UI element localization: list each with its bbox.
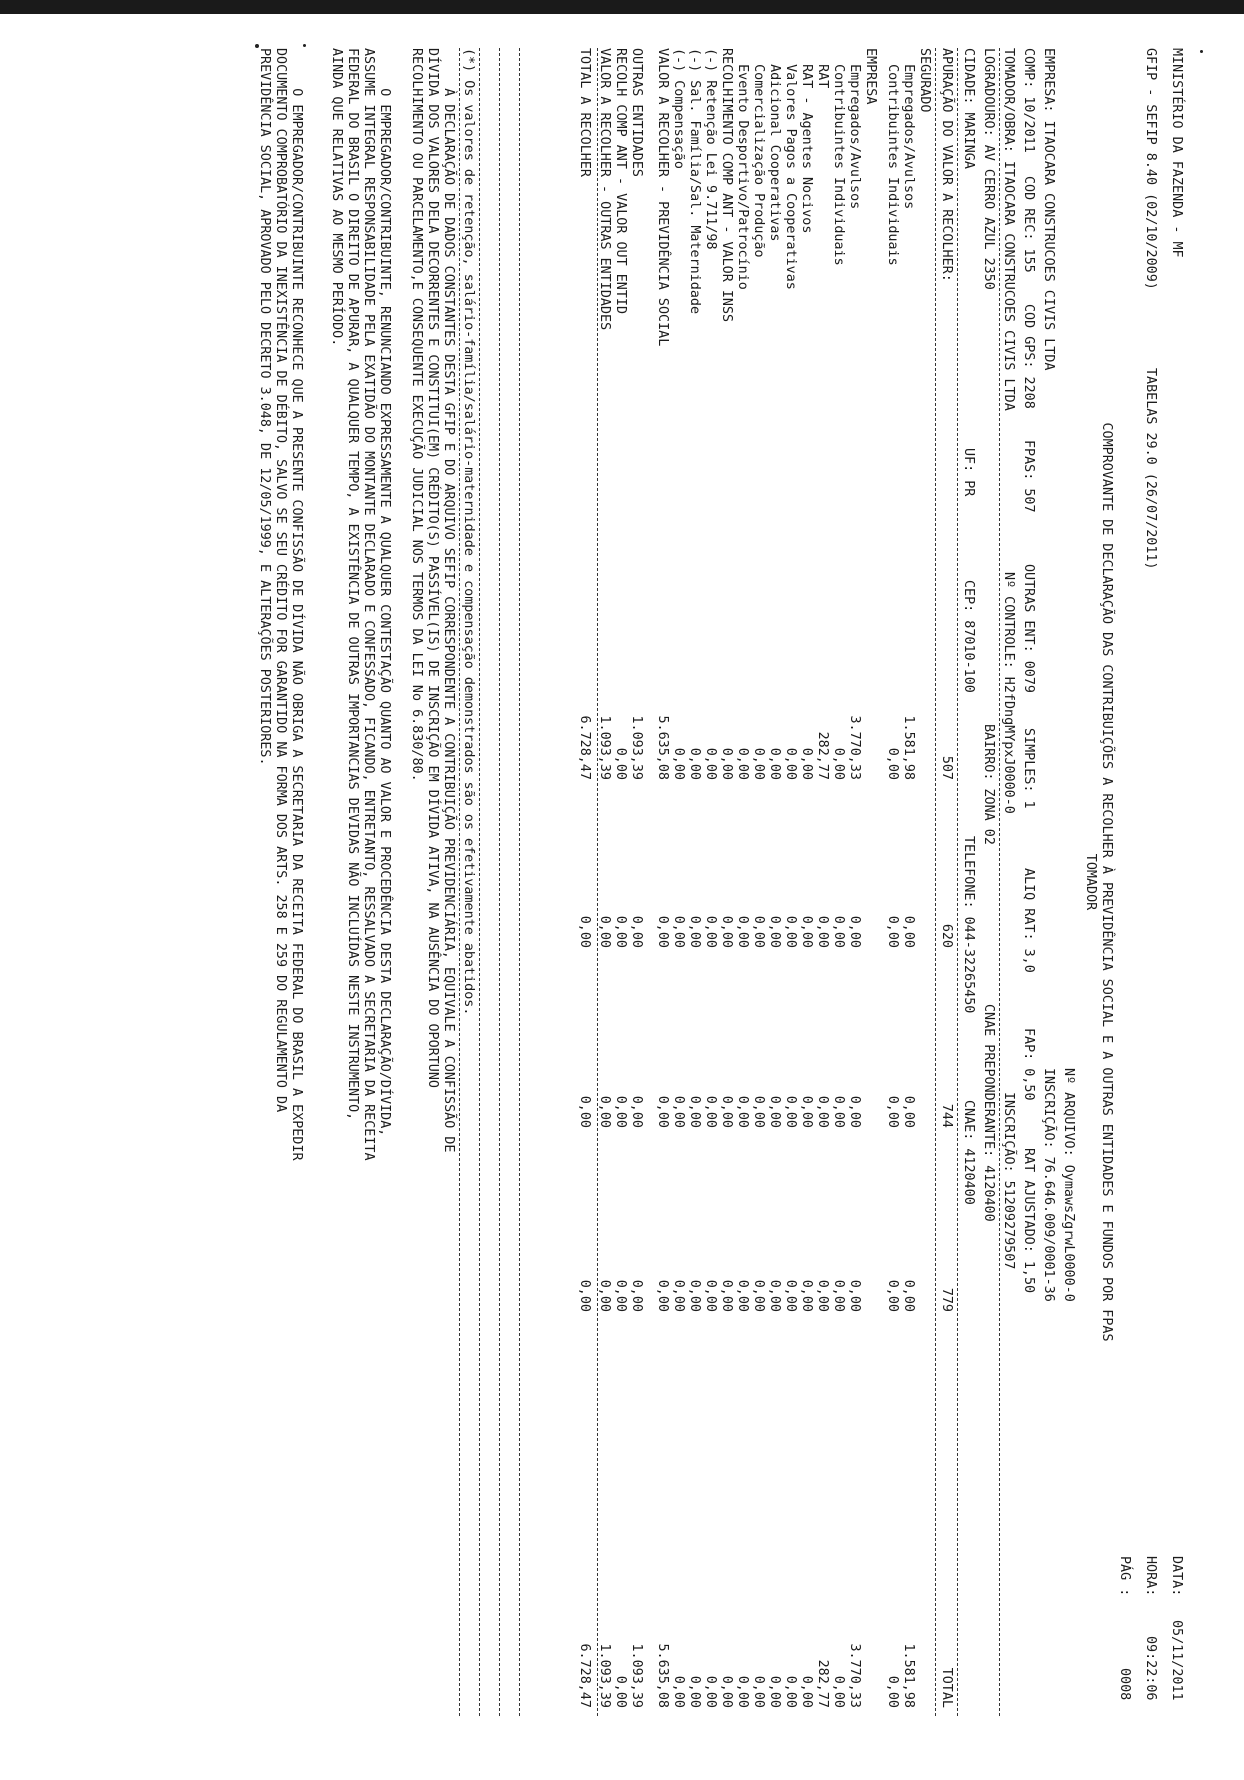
table-cell: 0,00	[577, 915, 592, 948]
table-cell: 0,00	[783, 747, 798, 780]
empresa: EMPRESA: ITAOCARA CONSTRUCOES CIVIS LTDA	[1041, 48, 1056, 371]
table-cell: 0,00	[799, 747, 814, 780]
table-cell: 0,00	[629, 1279, 644, 1312]
table-row-label: TOTAL A RECOLHER	[577, 48, 592, 177]
table-cell: 6.728,47	[577, 715, 592, 780]
table-cell: 0,00	[815, 915, 830, 948]
col-header-620: 620	[939, 923, 954, 948]
table-cell: 0,00	[671, 1675, 686, 1708]
table-cell: 1.581,98	[901, 715, 916, 780]
telefone: TELEFONE: 044-32265450	[961, 836, 976, 1014]
table-row-label: Comercialização Produção	[751, 48, 766, 258]
divider	[999, 48, 1000, 1716]
document-subtitle: TOMADOR	[1083, 853, 1098, 911]
table-cell: 0,00	[655, 1279, 670, 1312]
table-cell: 0,00	[703, 915, 718, 948]
table-row-label: Evento Desportivo/Patrocínio	[735, 48, 750, 290]
table-cell: 0,00	[577, 1279, 592, 1312]
gfip-version: GFIP - SEFIP 8.40 (02/10/2009)	[1143, 48, 1158, 290]
table-cell: 0,00	[735, 1675, 750, 1708]
arquivo-number: Nº ARQUIVO: OymawsZgrwL0000-0	[1061, 1068, 1076, 1302]
table-cell: 0,00	[687, 747, 702, 780]
table-cell: 0,00	[799, 1095, 814, 1128]
table-row-label: Contribuintes Individuais	[885, 48, 900, 266]
pag-value: 0008	[1117, 1668, 1132, 1701]
table-cell: 0,00	[735, 915, 750, 948]
pag-label: PÁG :	[1117, 1556, 1132, 1597]
scan-speck	[1200, 50, 1203, 53]
table-cell: 0,00	[751, 747, 766, 780]
table-cell: 0,00	[799, 1675, 814, 1708]
table-cell: 6.728,47	[577, 1643, 592, 1708]
table-row-label: (-) Retenção Lei 9.711/98	[703, 48, 718, 250]
renuncia-line-1: O EMPREGADOR/CONTRIBUINTE, RENUNCIANDO EXPRESSAMENTE A QUALQUER CONTESTAÇÃO QUANTO AO VALOR E PROCEDÊNCIA DESTA DECLARAÇÃO/DÍVIDA,	[377, 48, 392, 1137]
table-cell: 0,00	[783, 1095, 798, 1128]
table-cell: 0,00	[687, 1675, 702, 1708]
table-cell: 0,00	[751, 1675, 766, 1708]
table-cell: 0,00	[703, 747, 718, 780]
table-cell: 0,00	[703, 1675, 718, 1708]
table-cell: 0,00	[613, 1095, 628, 1128]
fap: FAP: 0,50	[1021, 1028, 1036, 1101]
inscricao: INSCRIÇÃO: 76.646.009/0001-36	[1041, 1068, 1056, 1302]
table-cell: 0,00	[783, 1279, 798, 1312]
cidade: CIDADE: MARINGA	[961, 48, 976, 169]
table-cell: 0,00	[815, 1279, 830, 1312]
table-cell: 1.093,39	[597, 1643, 612, 1708]
table-cell: 0,00	[613, 1675, 628, 1708]
rat-ajustado: RAT AJUSTADO: 1,50	[1021, 1148, 1036, 1294]
table-cell: 0,00	[831, 1095, 846, 1128]
table-row-label: Valores Pagos a Cooperativas	[783, 48, 798, 290]
table-cell: 1.093,39	[597, 715, 612, 780]
cod-rec: COD REC: 155	[1021, 176, 1036, 273]
uf: UF: PR	[961, 448, 976, 497]
table-row-label: RAT	[815, 48, 830, 89]
table-cell: 0,00	[613, 747, 628, 780]
bairro: BAIRRO: ZONA 02	[981, 724, 996, 845]
table-cell: 0,00	[735, 1095, 750, 1128]
outras-ent: OUTRAS ENT: 0079	[1021, 564, 1036, 693]
table-cell: 0,00	[735, 1279, 750, 1312]
tomador-inscricao: INSCRIÇÃO: 51209279507	[1001, 1092, 1016, 1270]
scan-speck	[303, 44, 306, 47]
table-cell: 0,00	[783, 915, 798, 948]
divider	[479, 48, 480, 1716]
table-cell: 0,00	[671, 747, 686, 780]
logradouro: LOGRADOURO: AV CERRO AZUL 2350	[981, 48, 996, 290]
table-cell: 0,00	[767, 747, 782, 780]
divider	[499, 48, 500, 1716]
table-cell: 0,00	[719, 1279, 734, 1312]
table-cell: 1.093,39	[629, 1643, 644, 1708]
table-cell: 0,00	[901, 915, 916, 948]
renuncia-line-4: AINDA QUE RELATIVAS AO MESMO PERÍODO.	[329, 48, 344, 347]
table-row-label: Contribuintes Individuais	[831, 48, 846, 266]
table-row-label: RAT - Agentes Nocivos	[799, 48, 814, 234]
table-cell: 3.770,33	[847, 715, 862, 780]
table-cell: 0,00	[613, 915, 628, 948]
aliq-rat: ALIQ RAT: 3,0	[1021, 868, 1036, 973]
footnote: (*) Os valores de retenção, salário-família/salário-maternidade e compensação demonstrados são os efetivamente abatidos.	[461, 48, 476, 1016]
simples: SIMPLES: 1	[1021, 728, 1036, 809]
table-row-label: VALOR A RECOLHER - OUTRAS ENTIDADES	[597, 48, 612, 331]
table-cell: 1.581,98	[901, 1643, 916, 1708]
table-cell: 0,00	[719, 1675, 734, 1708]
table-cell: 0,00	[751, 1095, 766, 1128]
table-row-label: (-) Sal. Família/Sal. Maternidade	[687, 48, 702, 315]
table-row-label: EMPRESA	[863, 48, 878, 105]
table-cell: 0,00	[687, 1095, 702, 1128]
competencia: COMP: 10/2011	[1021, 48, 1036, 153]
table-cell: 0,00	[831, 915, 846, 948]
table-cell: 0,00	[831, 747, 846, 780]
renuncia-line-3: FEDERAL DO BRASIL O DIREITO DE APURAR, A QUALQUER TEMPO, A EXISTÊNCIA DE OUTRAS IMPORTANCIAS DEVIDAS NÃO INCLUÍDAS NESTE INSTRUMENTO,	[345, 48, 360, 1121]
table-cell: 0,00	[671, 915, 686, 948]
declaracao-line-1: À DECLARAÇÃO DE DADOS CONSTANTES DESTA GFIP E DO ARQUIVO SEFIP CORRESPONDENTE A CONTRIBUIÇÃO PREVIDENCIÁRIA, EQUIVALE A CONFISSÃO DE	[441, 48, 456, 1153]
declaracao-line-3: RECOLHIMENTO OU PARCELAMENTO,E CONSEQUENTE EXECUÇÃO JUDICIAL NOS TERMOS DA LEI No 6.830/80.	[409, 48, 424, 782]
table-cell: 0,00	[831, 1675, 846, 1708]
divider	[935, 48, 936, 1716]
hora-value: 09:22:06	[1143, 1636, 1158, 1701]
cnae: CNAE: 4120400	[961, 1100, 976, 1205]
table-cell: 0,00	[783, 1675, 798, 1708]
table-cell: 0,00	[847, 1095, 862, 1128]
cnae-preponderante: CNAE PREPONDERANTE: 4120400	[981, 1004, 996, 1222]
table-cell: 0,00	[719, 747, 734, 780]
table-cell: 0,00	[687, 1279, 702, 1312]
gfip-document	[120, 48, 1184, 1716]
table-cell: 0,00	[815, 1095, 830, 1128]
divider	[957, 48, 958, 1716]
table-cell: 0,00	[719, 915, 734, 948]
table-cell: 0,00	[767, 915, 782, 948]
controle-number: Nº CONTROLE: H2fDngMYpxJ0000-0	[1001, 572, 1016, 814]
ministry-header: MINISTÉRIO DA FAZENDA - MF	[1169, 48, 1184, 258]
table-cell: 282,77	[815, 731, 830, 780]
table-cell: 3.770,33	[847, 1643, 862, 1708]
table-row-label: VALOR A RECOLHER - PREVIDÊNCIA SOCIAL	[655, 48, 670, 347]
table-cell: 0,00	[847, 915, 862, 948]
table-row-label: RECOLHIMENTO COMP ANT - VALOR INSS	[719, 48, 734, 323]
table-cell: 0,00	[597, 1279, 612, 1312]
table-cell: 0,00	[613, 1279, 628, 1312]
table-cell: 0,00	[671, 1279, 686, 1312]
table-cell: 0,00	[885, 915, 900, 948]
table-cell: 5.635,08	[655, 715, 670, 780]
table-cell: 0,00	[831, 1279, 846, 1312]
tomador-obra: TOMADOR/OBRA: ITAOCARA CONSTRUCOES CIVIS LTDA	[1001, 48, 1016, 411]
reconhece-line-2: DOCUMENTO COMPROBATÓRIO DA INEXISTÊNCIA DE DÉBITO, SALVO SE SEU CRÉDITO FOR GARANTIDO NA FORMA DOS ARTS. 258 E 259 DO REGULAMENTO DA	[273, 48, 288, 1113]
document-title: COMPROVANTE DE DECLARAÇÃO DAS CONTRIBUIÇÕES A RECOLHER À PREVIDÊNCIA SOCIAL E A OUTRAS ENTIDADES E FUNDOS POR FPAS	[1099, 422, 1114, 1342]
table-cell: 0,00	[629, 915, 644, 948]
table-cell: 0,00	[655, 1095, 670, 1128]
table-cell: 282,77	[815, 1659, 830, 1708]
table-row-label: (-) Compensação	[671, 48, 686, 169]
scan-edge	[0, 0, 1244, 14]
renuncia-line-2: ASSUME INTEGRAL RESPONSABILIDADE PELA EXATIDÃO DO MONTANTE DECLARADO E CONFESSADO, FICANDO, ENTRETANTO, RESSALVADO A SECRETARIA DA RECEITA	[361, 48, 376, 1161]
table-row-label: OUTRAS ENTIDADES	[629, 48, 644, 177]
hora-label: HORA:	[1143, 1556, 1158, 1597]
cod-gps: COD GPS: 2208	[1021, 304, 1036, 409]
table-cell: 0,00	[703, 1279, 718, 1312]
table-cell: 0,00	[735, 747, 750, 780]
table-cell: 0,00	[767, 1675, 782, 1708]
col-header-744: 744	[939, 1103, 954, 1128]
table-cell: 0,00	[799, 1279, 814, 1312]
table-cell: 0,00	[885, 1095, 900, 1128]
cep: CEP: 87010-100	[961, 580, 976, 693]
data-value: 05/11/2011	[1169, 1620, 1184, 1701]
table-cell: 0,00	[901, 1095, 916, 1128]
table-cell: 0,00	[885, 1279, 900, 1312]
col-header-779: 779	[939, 1287, 954, 1312]
divider	[519, 48, 520, 1716]
table-cell: 0,00	[577, 1095, 592, 1128]
table-cell: 0,00	[671, 1095, 686, 1128]
col-header-total: TOTAL	[939, 1667, 954, 1708]
table-row-label: Adicional Cooperativas	[767, 48, 782, 242]
table-cell: 0,00	[885, 747, 900, 780]
table-cell: 0,00	[655, 915, 670, 948]
table-cell: 0,00	[847, 1279, 862, 1312]
table-cell: 0,00	[799, 915, 814, 948]
table-cell: 0,00	[597, 915, 612, 948]
divider	[597, 48, 598, 1716]
table-row-label: Empregados/Avulsos	[901, 48, 916, 210]
table-cell: 0,00	[767, 1279, 782, 1312]
apuracao-label: APURAÇÃO DO VALOR A RECOLHER:	[939, 48, 954, 282]
table-cell: 0,00	[751, 1279, 766, 1312]
col-header-507: 507	[939, 755, 954, 780]
table-cell: 0,00	[597, 1095, 612, 1128]
reconhece-line-1: O EMPREGADOR/CONTRIBUINTE RECONHECE QUE A PRESENTE CONFISSÃO DE DÍVIDA NÃO OBRIGA A SECRETARIA DA RECEITA FEDERAL DO BRASIL A EXPEDIR	[289, 48, 304, 1161]
table-row-label: Empregados/Avulsos	[847, 48, 862, 210]
table-cell: 0,00	[885, 1675, 900, 1708]
table-cell: 5.635,08	[655, 1643, 670, 1708]
data-label: DATA:	[1169, 1556, 1184, 1597]
table-cell: 0,00	[719, 1095, 734, 1128]
table-cell: 0,00	[751, 915, 766, 948]
table-cell: 1.093,39	[629, 715, 644, 780]
table-cell: 0,00	[767, 1095, 782, 1128]
table-cell: 0,00	[703, 1095, 718, 1128]
tabelas-version: TABELAS 29.0 (26/07/2011)	[1143, 368, 1158, 570]
table-row-label: RECOLH COMP ANT - VALOR OUT ENTID	[613, 48, 628, 315]
divider	[459, 48, 460, 1716]
fpas: FPAS: 507	[1021, 440, 1036, 513]
declaracao-line-2: DÍVIDA DOS VALORES DELA DECORRENTES E CONSTITUI(EM) CRÉDITO(S) PASSÍVEL(IS) DE INSCRIÇÃO EM DÍVIDA ATIVA, NA AUSÊNCIA DO OPORTUNO	[425, 48, 440, 1088]
table-row-label: SEGURADO	[917, 48, 932, 113]
table-cell: 0,00	[629, 1095, 644, 1128]
table-cell: 0,00	[901, 1279, 916, 1312]
reconhece-line-3: PREVIDÊNCIA SOCIAL, APROVADO PELO DECRETO 3.048, DE 12/05/1999, E ALTERAÇÕES POSTERIORES.	[257, 48, 272, 766]
table-cell: 0,00	[687, 915, 702, 948]
